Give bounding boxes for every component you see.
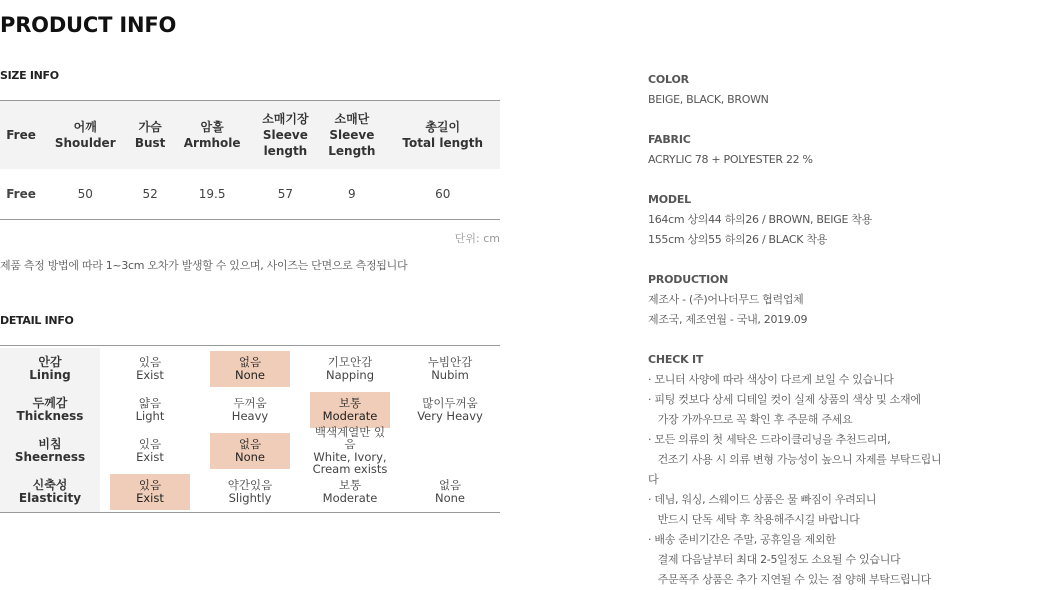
detail-label-line: 비침 [38, 436, 62, 451]
size-cell: Free [0, 169, 42, 220]
detail-option [210, 474, 290, 510]
detail-label-line: Sheerness [14, 449, 86, 464]
table-row [0, 169, 500, 220]
detail-option-line: 얇음 [138, 396, 162, 410]
header-line: 가슴 [138, 120, 162, 134]
detail-row [0, 389, 500, 430]
fabric-label: FABRIC [648, 133, 691, 146]
size-column-header [252, 101, 318, 170]
header-line: Sleeve [262, 128, 308, 142]
product-details-panel [648, 70, 1050, 590]
detail-label [0, 389, 100, 430]
detail-option-line: Heavy [231, 408, 269, 423]
detail-option-line: 없음 [238, 355, 262, 369]
detail-option-line: Slightly [228, 490, 272, 505]
detail-option-selected [210, 433, 290, 469]
detail-option-line: None [234, 449, 265, 464]
size-table [0, 100, 500, 220]
size-column-header [172, 101, 253, 170]
production-line: 제조국, 제조연월 - 국내, 2019.09 [648, 313, 808, 326]
header-line: Bust [134, 136, 166, 150]
size-column-header [0, 101, 42, 170]
detail-label-line: Lining [29, 367, 71, 382]
detail-option [310, 351, 390, 387]
detail-option-selected [110, 474, 190, 510]
color-value: BEIGE, BLACK, BROWN [648, 93, 769, 106]
check-line: · 모니터 사양에 따라 색상이 다르게 보일 수 있습니다 [648, 373, 894, 386]
detail-option-line: 약간있음 [227, 478, 273, 492]
size-cell: 60 [385, 169, 500, 220]
detail-row [0, 424, 500, 476]
check-line: · 배송 준비기간은 주말, 공휴일을 제외한 [648, 533, 836, 546]
detail-option [310, 474, 390, 510]
check-line: · 데님, 워싱, 스웨이드 상품은 물 빠짐이 우려되니 [648, 493, 877, 506]
size-column-header [318, 101, 385, 170]
detail-option-line: Exist [136, 367, 164, 382]
detail-option [210, 392, 290, 428]
detail-label-line: 안감 [38, 354, 62, 369]
header-line: 소매기장 [262, 112, 309, 126]
detail-option [410, 474, 490, 510]
detail-option-selected [310, 392, 390, 428]
header-line: Total length [402, 136, 484, 150]
header-line: 암홀 [200, 120, 224, 134]
header-line: length [263, 144, 308, 158]
check-line: · 모든 의류의 첫 세탁은 드라이클리닝을 추천드리며, [648, 433, 891, 446]
header-line: 어깨 [73, 120, 97, 134]
detail-option-line: Very Heavy [417, 408, 483, 423]
check-line: 가장 가까우므로 꼭 확인 후 주문해 주세요 [648, 413, 853, 426]
fabric-value: ACRYLIC 78 + POLYESTER 22 % [648, 153, 813, 166]
detail-option-line: 보통 [338, 478, 362, 492]
size-cell: 52 [128, 169, 171, 220]
detail-label [0, 430, 100, 471]
detail-row [0, 348, 500, 389]
page-title: PRODUCT INFO [0, 13, 177, 37]
header-line: Free [6, 128, 36, 142]
model-line: 164cm 상의44 하의26 / BROWN, BEIGE 착용 [648, 213, 872, 226]
header-line: Shoulder [54, 136, 116, 150]
header-line: 소매단 [334, 112, 370, 126]
detail-option [410, 392, 490, 428]
detail-option-line: 없음 [438, 478, 462, 492]
check-line: 건조기 사용 시 의류 변형 가능성이 높으니 자제를 부탁드립니 [648, 453, 942, 466]
detail-option-line: 많이두꺼움 [422, 396, 478, 410]
detail-option [110, 392, 190, 428]
detail-label-line: Thickness [16, 408, 84, 423]
header-line: Length [328, 144, 376, 158]
detail-label-line: Elasticity [18, 490, 82, 505]
check-line: 결제 다음날부터 최대 2-5일정도 소요될 수 있습니다 [648, 553, 901, 566]
header-line: Sleeve [329, 128, 375, 142]
size-note: 제품 측정 방법에 따라 1~3cm 오차가 발생할 수 있으며, 사이즈는 단면으로 측정됩니다 [0, 259, 408, 272]
detail-info-title: DETAIL INFO [0, 314, 74, 327]
model-label: MODEL [648, 193, 691, 206]
detail-option-selected [210, 351, 290, 387]
detail-option-line: None [434, 490, 465, 505]
size-cell: 9 [318, 169, 385, 220]
check-line: 반드시 단독 세탁 후 착용해주시길 바랍니다 [648, 513, 860, 526]
check-line: · 피팅 컷보다 상세 디테일 컷이 실제 상품의 색상 및 소재에 [648, 393, 921, 406]
production-label: PRODUCTION [648, 273, 729, 286]
header-line: 총길이 [425, 120, 461, 134]
check-list [648, 370, 1050, 590]
detail-option-line: 있음 [138, 478, 162, 492]
size-column-header [42, 101, 128, 170]
size-cell: 19.5 [172, 169, 253, 220]
color-label: COLOR [648, 73, 689, 86]
detail-label-line: 신축성 [32, 477, 68, 492]
detail-option-line: 두꺼움 [233, 396, 267, 410]
detail-option-line: 백색계열만 있음 [314, 424, 386, 451]
size-info-title: SIZE INFO [0, 69, 59, 82]
detail-option-line: Exist [136, 449, 164, 464]
detail-row [0, 471, 500, 512]
check-line: 다 [648, 473, 659, 486]
detail-option-line: Moderate [322, 408, 378, 423]
size-cell: 50 [42, 169, 128, 220]
detail-table [0, 345, 500, 513]
detail-option [110, 351, 190, 387]
detail-option-line: Nubim [431, 367, 469, 382]
header-line: Armhole [183, 136, 241, 150]
size-table-header [0, 101, 500, 170]
detail-option-line: Moderate [322, 490, 378, 505]
detail-option-line: Napping [325, 367, 375, 382]
check-label: CHECK IT [648, 353, 704, 366]
detail-label-line: 두께감 [32, 395, 68, 410]
detail-option-line: White, Ivory, [313, 449, 387, 464]
detail-option-line: 없음 [238, 437, 262, 451]
production-line: 제조사 - (주)어나더무드 협력업체 [648, 293, 804, 306]
detail-option-line: Exist [136, 490, 164, 505]
detail-label [0, 348, 100, 389]
unit-label: 단위: cm [454, 232, 500, 245]
detail-option [410, 351, 490, 387]
detail-option [310, 424, 390, 476]
check-line: 주문폭주 상품은 추가 지연될 수 있는 점 양해 부탁드립니다 [648, 573, 931, 586]
detail-option-line: 누빔안감 [427, 355, 473, 369]
detail-option-line: 있음 [138, 437, 162, 451]
model-line: 155cm 상의55 하의26 / BLACK 착용 [648, 233, 828, 246]
detail-option-line: Cream exists [312, 462, 388, 476]
size-cell: 57 [252, 169, 318, 220]
detail-option-line: 기모안감 [327, 355, 373, 369]
detail-option-line: 있음 [138, 355, 162, 369]
detail-label [0, 471, 100, 512]
detail-option-line: 보통 [338, 396, 362, 410]
size-column-header [128, 101, 171, 170]
size-column-header [385, 101, 500, 170]
detail-option-line: Light [135, 408, 165, 423]
detail-option [110, 433, 190, 469]
detail-option-line: None [234, 367, 265, 382]
